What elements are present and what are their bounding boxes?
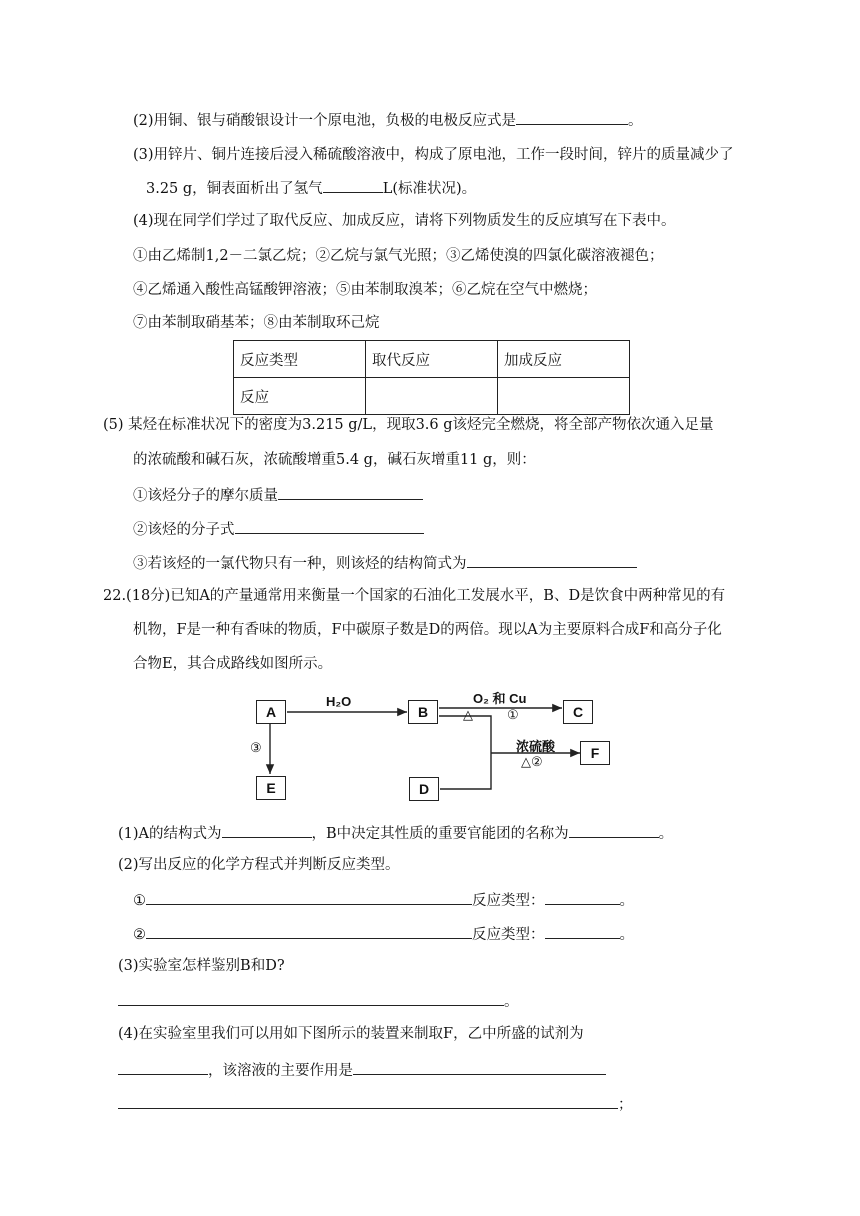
q5-c-text: ③若该烃的一氯代物只有一种，则该烃的结构简式为 <box>133 556 467 572</box>
q2-tail: 。 <box>628 113 643 129</box>
node-a: A <box>256 700 286 724</box>
node-b: B <box>408 700 438 724</box>
p2-end-2: 。 <box>619 927 634 943</box>
q5-a-text: ①该烃分子的摩尔质量 <box>133 488 278 504</box>
q22-line3: 合物E，其合成路线如图所示。 <box>133 656 333 672</box>
p2-num-2: ② <box>133 927 146 943</box>
q3-text-a: 3.25 g，铜表面析出了氢气 <box>146 181 323 197</box>
p2-type-label-1: 反应类型： <box>472 893 545 909</box>
table-header-cell: 加成反应 <box>498 341 630 378</box>
p3-answer-blank[interactable] <box>118 990 504 1006</box>
table-row <box>234 341 630 378</box>
p4-line2 <box>118 1059 606 1081</box>
p3-end: 。 <box>504 994 519 1010</box>
q2-answer-blank[interactable] <box>516 109 628 125</box>
q5-c-blank[interactable] <box>467 552 637 568</box>
q5-line1: (5) 某烃在标准状况下的密度为3.215 g/L，现取3.6 g该烃完全燃烧，将全部产物依次通入足量 <box>103 417 714 433</box>
p4-mid: ，该溶液的主要作用是 <box>208 1063 353 1079</box>
p4-line1: (4)在实验室里我们可以用如下图所示的装置来制取F，乙中所盛的试剂为 <box>118 1026 584 1042</box>
q3-answer-blank[interactable] <box>323 177 383 193</box>
label-conc-sulfuric: 浓硫酸 <box>516 739 556 754</box>
label-o2-cu: O₂ 和 Cu <box>473 691 527 706</box>
label-heat-step-2: △② <box>521 754 543 769</box>
q4-items1: ①由乙烯制1,2－二氯乙烷；②乙烷与氯气光照；③乙烯使溴的四氯化碳溶液褪色； <box>133 248 664 264</box>
label-h2o: H₂O <box>326 694 352 709</box>
p2-type2-blank[interactable] <box>545 923 620 939</box>
p2-eq1-blank[interactable] <box>146 889 472 905</box>
table-header-cell: 反应类型 <box>234 341 366 378</box>
node-e: E <box>256 776 286 800</box>
table-answer-cell[interactable] <box>498 378 630 415</box>
p1-blank-a[interactable] <box>222 822 312 838</box>
p3-question: (3)实验室怎样鉴别B和D? <box>118 958 285 974</box>
p1-blank-b[interactable] <box>569 822 659 838</box>
p1-text-a: (1)A的结构式为 <box>118 826 222 842</box>
q4-intro: (4)现在同学们学过了取代反应、加成反应，请将下列物质发生的反应填写在下表中。 <box>133 213 676 229</box>
p2-eq2-blank[interactable] <box>146 923 472 939</box>
p1-text-b: ，B中决定其性质的重要官能团的名称为 <box>311 826 569 842</box>
q22-line1: 22.(18分)已知A的产量通常用来衡量一个国家的石油化工发展水平，B、D是饮食中两种常见的有 <box>103 588 726 604</box>
p2-num-1: ① <box>133 893 146 909</box>
p2-end-1: 。 <box>619 893 634 909</box>
label-step-1: ① <box>507 707 519 722</box>
q5-a-blank[interactable] <box>278 484 423 500</box>
table-answer-cell[interactable] <box>366 378 498 415</box>
p2-type1-blank[interactable] <box>545 889 620 905</box>
p4-reagent-blank[interactable] <box>118 1059 208 1075</box>
q4-items2: ④乙烯通入酸性高锰酸钾溶液；⑤由苯制取溴苯；⑥乙烷在空气中燃烧； <box>133 282 597 298</box>
table-row <box>234 378 630 415</box>
p3-answer-line <box>118 990 519 1012</box>
p4-role-blank[interactable] <box>353 1059 606 1075</box>
q5-b-line <box>133 518 424 540</box>
p2-eq1-line <box>133 889 634 911</box>
p1-line <box>118 822 673 844</box>
table-header-cell: 取代反应 <box>366 341 498 378</box>
q3-line1: (3)用锌片、铜片连接后浸入稀硫酸溶液中，构成了原电池，工作一段时间，锌片的质量减少了 <box>133 147 734 163</box>
label-step-3: ③ <box>250 740 262 755</box>
q22-line2: 机物，F是一种有香味的物质，F中碳原子数是D的两倍。现以A为主要原料合成F和高分子化 <box>133 622 722 638</box>
p4-role-blank-2[interactable] <box>118 1093 618 1109</box>
q3-text-b: L(标准状况)。 <box>382 181 477 197</box>
q5-a-line <box>133 484 423 506</box>
q5-b-blank[interactable] <box>235 518 424 534</box>
p4-line3 <box>118 1093 633 1115</box>
q2-line <box>133 109 643 131</box>
reaction-table <box>233 340 630 415</box>
q3-line2 <box>146 177 476 199</box>
node-f: F <box>580 741 610 765</box>
q5-c-line <box>133 552 637 574</box>
q5-line2: 的浓硫酸和碱石灰，浓硫酸增重5.4 g，碱石灰增重11 g，则： <box>133 452 536 468</box>
p2-type-label-2: 反应类型： <box>472 927 545 943</box>
p1-text-c: 。 <box>658 826 674 842</box>
node-c: C <box>563 700 593 724</box>
p4-end: ； <box>618 1097 633 1113</box>
q5-b-text: ②该烃的分子式 <box>133 522 235 538</box>
label-heat-1: △ <box>463 707 473 722</box>
p2-intro: (2)写出反应的化学方程式并判断反应类型。 <box>118 857 400 873</box>
node-d: D <box>409 777 439 801</box>
table-row-label: 反应 <box>234 378 366 415</box>
q4-items3: ⑦由苯制取硝基苯；⑧由苯制取环己烷 <box>133 315 380 331</box>
p2-eq2-line <box>133 923 634 945</box>
q2-text: (2)用铜、银与硝酸银设计一个原电池，负极的电极反应式是 <box>133 113 517 129</box>
